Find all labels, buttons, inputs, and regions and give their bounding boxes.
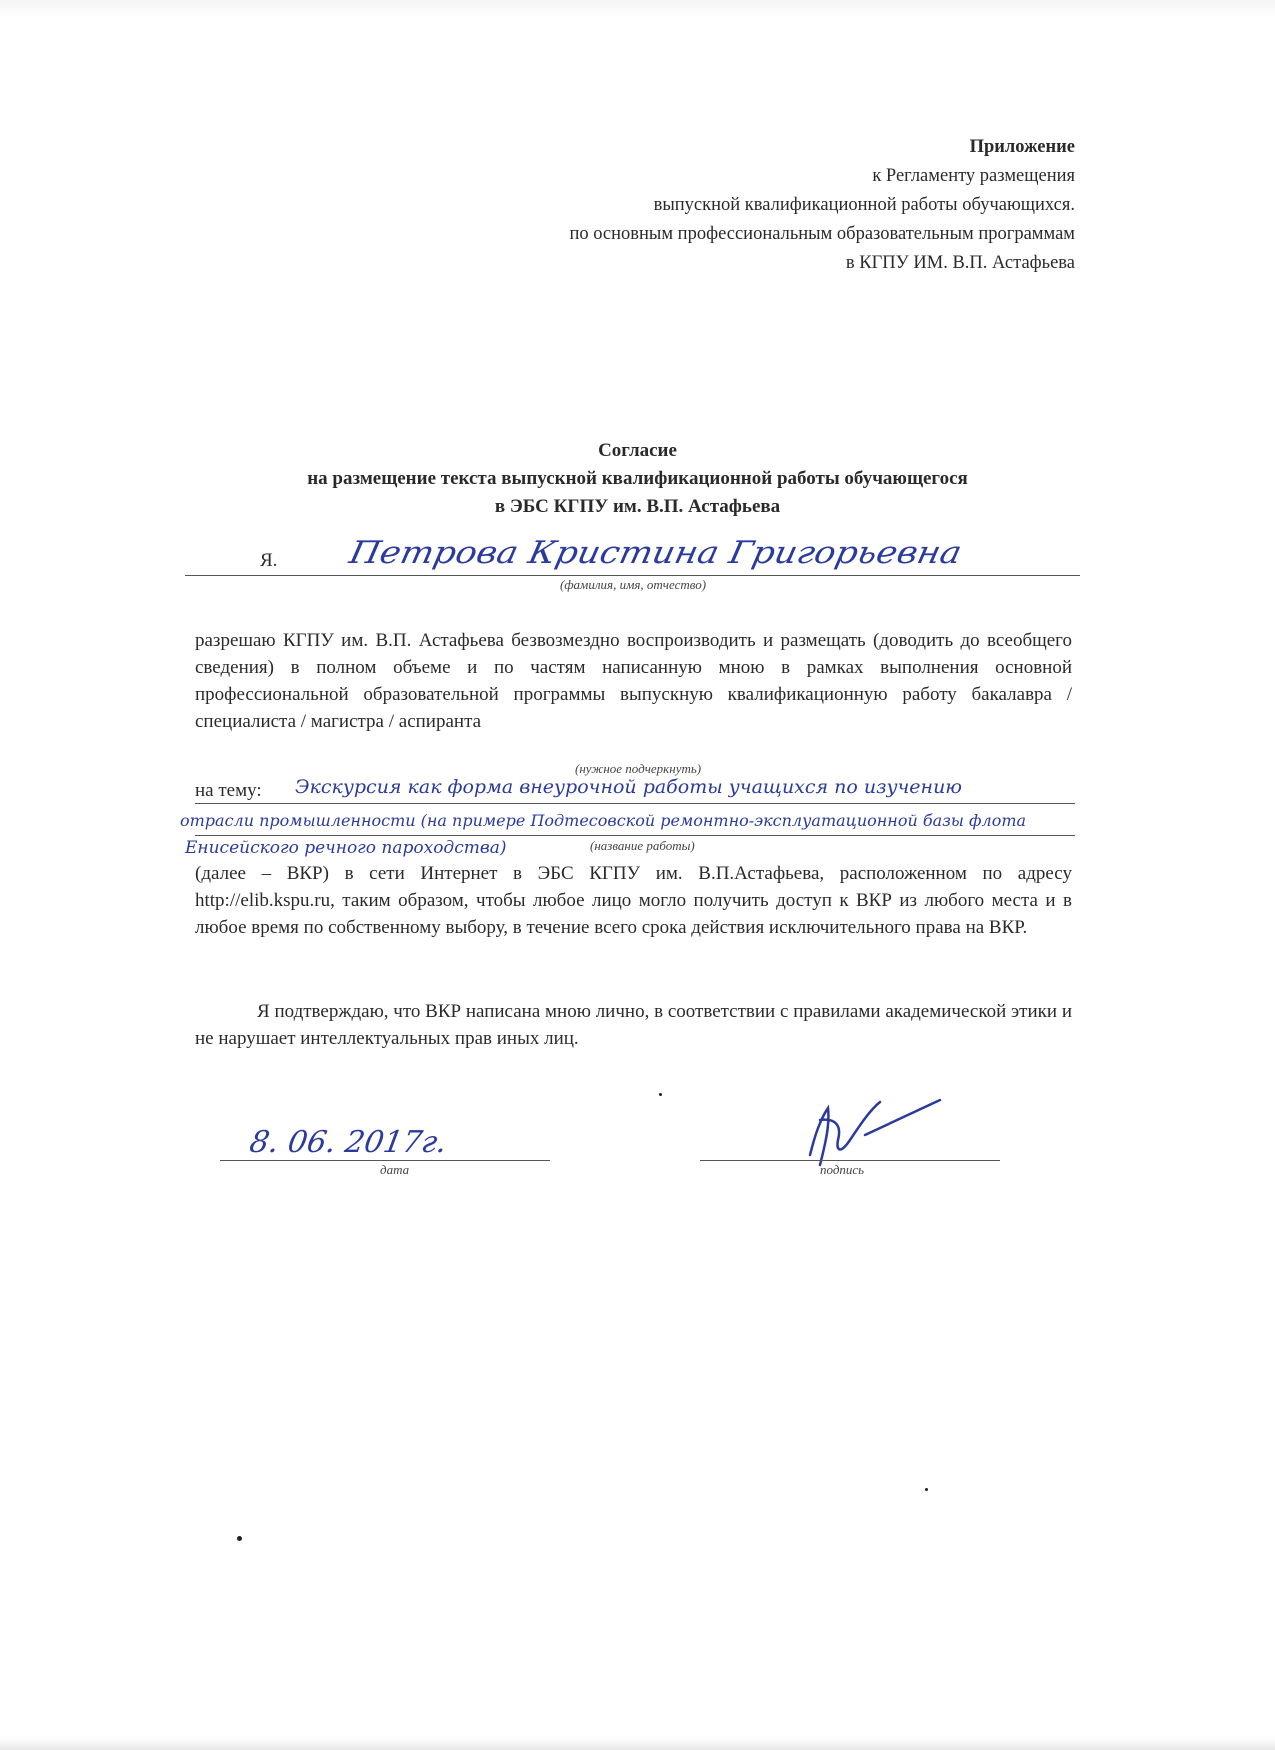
consent-subtitle-line-2: в ЭБС КГПУ им. В.П. Астафьева	[494, 496, 781, 517]
topic-underline-1	[195, 803, 1075, 804]
signature-underline	[700, 1160, 1000, 1161]
permission-caption: (нужное подчеркнуть)	[575, 761, 702, 776]
signature-caption: подпись	[820, 1162, 865, 1177]
appendix-line-3: по основным профессиональным образовательным программам	[569, 224, 1075, 244]
stray-dot-1	[659, 1093, 662, 1096]
placement-text: (далее – ВКР) в сети Интернет в ЭБС КГПУ им. В.П.Астафьева, расположенном по адресу http://elib.kspu.ru, таким образом, чтобы любое лицо могло получить доступ к ВКР из любого места и в любое время по собственному выбору, в течение всего срока действия исключительного права на ВКР.	[195, 863, 1072, 938]
appendix-title: Приложение	[969, 137, 1075, 157]
stray-dot-3	[925, 1488, 928, 1491]
topic-handwritten-line-1: Экскурсия как форма внеурочной работы учащихся по изучению	[295, 776, 963, 798]
date-underline	[220, 1160, 550, 1161]
topic-handwritten-line-2: отрасли промышленности (на примере Подтесовской ремонтно-эксплуатационной базы флота	[180, 811, 1027, 830]
scan-edge-top	[0, 0, 1275, 18]
signature-field	[700, 1090, 1000, 1180]
name-field	[185, 530, 1080, 590]
permission-text: разрешаю КГПУ им. В.П. Астафьева безвозмездно воспроизводить и размещать (доводить до всеобщего сведения) в полном объеме и по частям написанную мною в рамках выполнения основной профессиональной образовательной программы выпускную квалификационную работу бакалавра / специалиста / магистра / аспиранта	[195, 630, 1072, 732]
appendix-line-2: выпускной квалификационной работы обучающихся.	[653, 195, 1075, 215]
name-handwritten-value: Петрова Кристина Григорьевна	[346, 535, 965, 571]
topic-underline-2	[195, 835, 1075, 836]
scan-edge-bottom	[0, 1738, 1275, 1750]
consent-subtitle-line-1: на размещение текста выпускной квалификационной работы обучающегося	[307, 468, 968, 489]
signature-mark	[780, 1090, 960, 1170]
name-caption: (фамилия, имя, отчество)	[560, 577, 707, 592]
name-underline	[185, 575, 1080, 576]
date-caption: дата	[380, 1162, 410, 1177]
topic-handwritten-line-3: Енисейского речного пароходства)	[185, 838, 507, 858]
name-prefix: Я.	[260, 550, 278, 571]
appendix-header	[569, 133, 1075, 278]
consent-title: Согласие	[598, 440, 677, 461]
placement-paragraph	[195, 860, 1072, 941]
consent-title-block	[0, 437, 1275, 521]
confirmation-text: Я подтверждаю, что ВКР написана мною лично, в соответствии с правилами академической этики и не нарушает интеллектуальных прав иных лиц.	[195, 1001, 1072, 1049]
topic-label: на тему:	[195, 780, 262, 801]
date-handwritten-value: 8. 06. 2017г.	[246, 1125, 450, 1160]
appendix-line-1: к Регламенту размещения	[872, 166, 1075, 186]
date-field	[220, 1120, 550, 1180]
topic-caption: (название работы)	[590, 838, 695, 853]
stray-dot-2	[237, 1536, 242, 1541]
confirmation-paragraph	[195, 998, 1072, 1052]
permission-paragraph	[195, 627, 1072, 735]
appendix-line-4: в КГПУ ИМ. В.П. Астафьева	[845, 253, 1075, 273]
